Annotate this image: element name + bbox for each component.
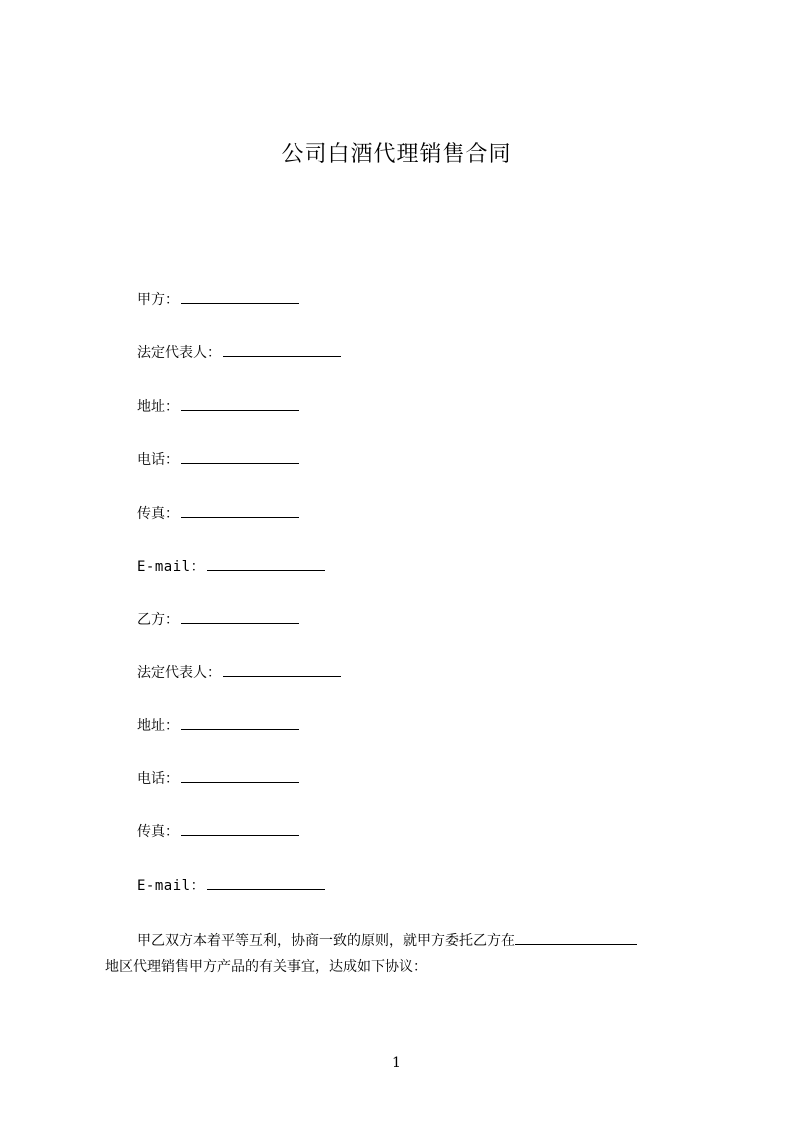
party-b-name-field [137,610,299,630]
party-b-fax-label: 传真： [137,824,179,840]
party-b-address-label: 地址： [137,718,179,734]
party-b-fax-field [137,822,299,842]
party-a-email-label: E-mail： [137,559,206,575]
party-b-address-blank[interactable] [181,717,299,730]
party-a-phone-blank[interactable] [181,451,299,464]
party-b-name-label: 乙方： [137,612,179,628]
party-b-address-field [137,716,299,736]
party-b-email-label: E-mail： [137,878,206,894]
party-b-rep-blank[interactable] [223,664,341,677]
party-a-email-blank[interactable] [207,558,325,571]
party-b-phone-blank[interactable] [181,770,299,783]
party-a-fax-label: 传真： [137,506,179,522]
party-b-fax-blank[interactable] [181,823,299,836]
page-number: 1 [392,1055,401,1071]
intro-text-part2: 地区代理销售甲方产品的有关事宜，达成如下协议： [105,959,427,975]
party-a-address-label: 地址： [137,399,179,415]
party-a-rep-label: 法定代表人： [137,345,221,361]
party-a-phone-field [137,450,299,470]
party-a-email-field [137,557,325,577]
party-b-email-blank[interactable] [207,877,325,890]
party-a-fax-field [137,504,299,524]
region-blank[interactable] [515,932,637,945]
party-b-name-blank[interactable] [181,611,299,624]
intro-line-1 [105,928,705,954]
intro-paragraph [105,928,705,980]
intro-line-2 [105,954,705,980]
party-a-name-field [137,290,299,310]
party-a-address-field [137,397,299,417]
party-b-phone-field [137,769,299,789]
party-a-fax-blank[interactable] [181,505,299,518]
party-a-rep-field [137,343,341,363]
party-b-email-field [137,876,325,896]
party-b-rep-label: 法定代表人： [137,665,221,681]
party-b-rep-field [137,663,341,683]
party-a-name-blank[interactable] [181,291,299,304]
intro-text-part1: 甲乙双方本着平等互利，协商一致的原则，就甲方委托乙方在 [137,933,515,949]
party-a-address-blank[interactable] [181,398,299,411]
party-a-phone-label: 电话： [137,452,179,468]
document-title: 公司白酒代理销售合同 [281,142,512,167]
party-b-phone-label: 电话： [137,771,179,787]
party-a-name-label: 甲方： [137,292,179,308]
party-a-rep-blank[interactable] [223,344,341,357]
